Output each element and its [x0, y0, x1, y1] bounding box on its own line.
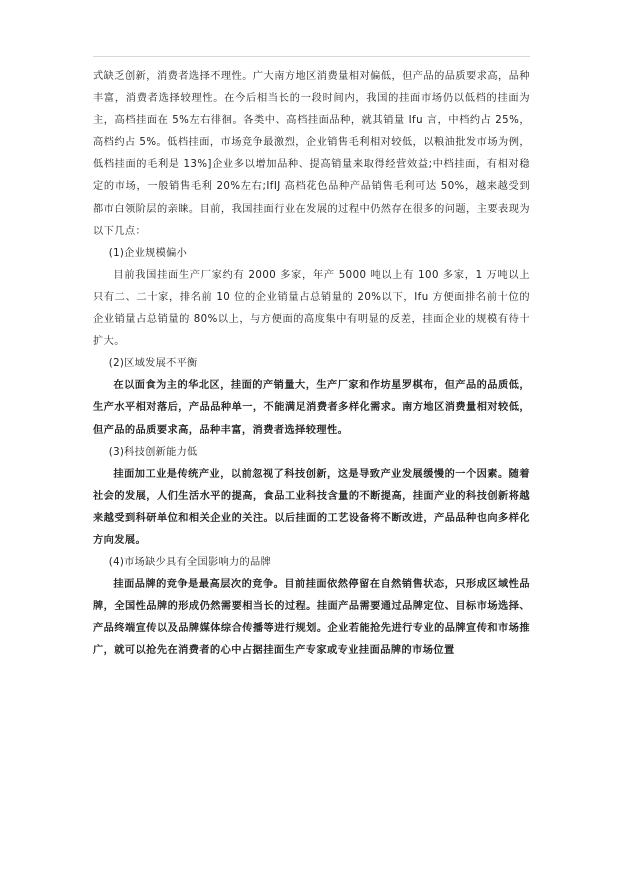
paragraph-enterprise-scale: 目前我国挂面生产厂家约有 2000 多家，年产 5000 吨以上有 100 多家，1 万吨以上只有二、二十家，排名前 10 位的企业销量占总销量的 20%以下，Ifu 方便面排名前十位的企业销量占总销量的 80%以上，与方便面的高度集中有明显的反差，挂面企业的规模有待十扩大。	[93, 269, 530, 348]
heading-regional-imbalance: (2)区域发展不平衡	[108, 358, 198, 370]
paragraph-national-brand: 挂面品牌的竞争是最高层次的竞争。目前挂面依然停留在自然销售状态，只形成区域性品牌，全国性品牌的形成仍然需要相当长的过程。挂面产品需要通过品牌定位、目标市场选择、产品终端宣传以及品牌媒体综合传播等进行规划。企业若能抢先进行专业的品牌宣传和市场推广，就可以抢先在消费者的心中占据挂面生产专家或专业挂面品牌的市场位置	[93, 579, 530, 657]
heading-tech-innovation: (3)科技创新能力低	[108, 446, 198, 458]
paragraph-tech-innovation: 挂面加工业是传统产业，以前忽视了科技创新，这是导致产业发展缓慢的一个因素。随着社会的发展，人们生活水平的提高，食品工业科技含量的不断提高，挂面产业的科技创新将越来越受到科研单位和相关企业的关注。以后挂面的工艺设备将不断改进，产品品种也向多样化方向发展。	[93, 468, 530, 546]
header-rule	[93, 56, 530, 57]
heading-enterprise-scale: (1)企业规模偏小	[108, 247, 188, 259]
document-body	[93, 66, 530, 663]
paragraph-market-overview: 式缺乏创新，消费者选择不理性。广大南方地区消费量相对偏低，但产品的品质要求高，品种丰富，消费者选择较理性。在今后相当长的一段时间内，我国的挂面市场仍以低档的挂面为主，高档挂面在 5%左右徘徊。各类中、高档挂面品种，就其销量 Ifu 言，中档约占 25%，高档约占 5%。低档挂面，市场竞争最激烈，企业销售毛利相对较低，以粮油批发市场为例，低档挂面的毛利是 13%]企业多以增加品种、提高销量来取得经营效益;中档挂面，有相对稳定的市场，一般销售毛利 20%左右;IfIJ 高档花色品种产品销售毛利可达 50%，越来越受到都市白领阶层的亲睐。目前，我国挂面行业在发展的过程中仍然存在很多的问题，主要表现为以下几点：	[93, 71, 530, 237]
heading-national-brand: (4)市场缺少具有全国影响力的品牌	[108, 557, 271, 569]
paragraph-regional-imbalance: 在以面食为主的华北区，挂面的产销量大，生产厂家和作坊星罗棋布，但产品的品质低，生产水平相对落后，产品品种单一，不能满足消费者多样化需求。南方地区消费量相对较低，但产品的品质要求高，品种丰富，消费者选择较理性。	[93, 380, 530, 436]
